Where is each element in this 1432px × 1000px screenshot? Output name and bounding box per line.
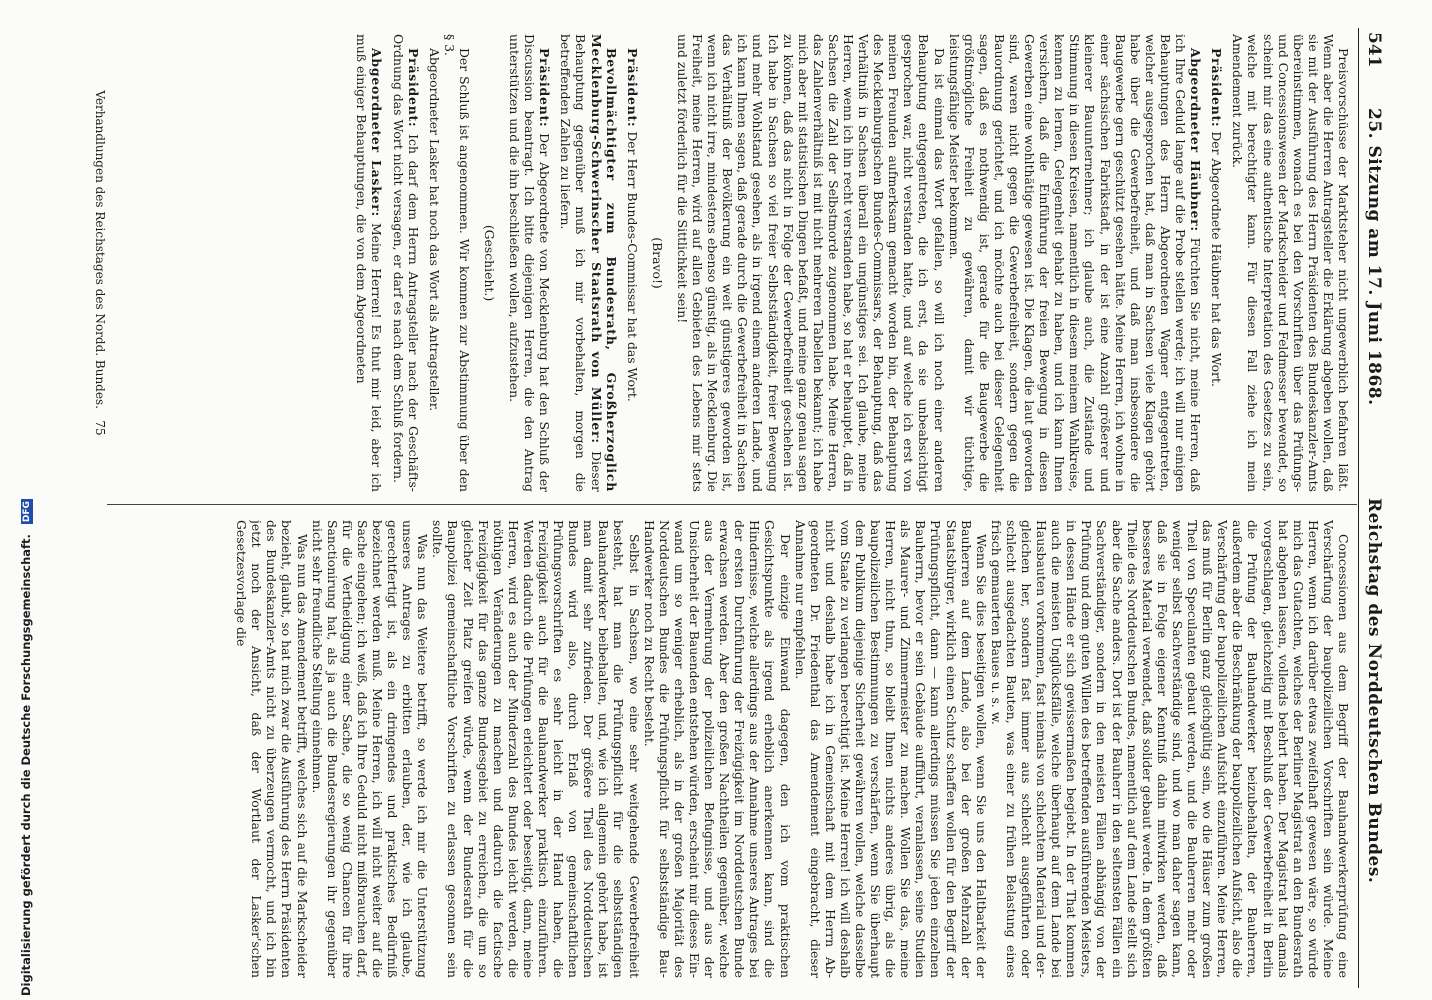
speaker-name: Präsident: [405,48,421,128]
speech-text: Der Abgeordnete von Mecklenburg hat den Schluß der Discussion beantragt. Ich bitte diejenigen Herren, die den Antrag unterstützen und die ihn beschließen wollen, aufzustehen. [507,34,553,492]
speech-paragraph [625,34,640,492]
speech-paragraph [390,34,420,492]
speech-paragraph [1209,34,1224,492]
speech-paragraph [558,34,618,492]
speaker-name: Abgeordneter Häubner: [1188,48,1204,232]
rotated-page-content [57,28,1387,988]
body-paragraph: Selbst in Sachsen, wo eine sehr weitgehende Gewerbefreiheit besteht, hat man die Prüfungspflicht für die selbstständigen Bauhandwerker beibehalten, und, wie ich allgemein gehört habe, ist man damit sehr zufrieden. Der größere Theil des Norddeutschen Bundes wird also, durch Erlaß von gemeinschaftlichen Prüfungsvorschriften es sehr leicht in der Hand haben, die Freizügigkeit auch für die Bauhandwerker praktisch einzuführen. Werden dadurch die Prüfungen erleichtert oder beseitigt, dann, meine Herren, wird es auch der Minderzahl des Bundes leicht werden, die nöthigen Veränderungen zu machen und dadurch die factische Freizügigkeit für das ganze Bundesgebiet zu erreichen, die um so gleicher Zeit Platz greifen würde, wenn der Bundesrath für die Baupolizei gemeinschaftliche Vorschriften zu erlassen gesonnen sein sollte. [430,520,642,978]
speaker-name: Bevollmächtigter zum Bundesrath, Großherzoglich Mecklenburg-Schwerinscher Staatsrath von Müller: [588,34,619,492]
speaker-name: Präsident: [624,48,640,128]
column-divider [107,504,1357,505]
session-date: 25. Sitzung am 17. Juni 1868. [1364,108,1384,406]
body-paragraph: Da ist einmal das Wort gefallen, so will ich noch einer anderen Behauptung entgegentreten, die ich erst, da sie unbeabsichtigt gesprochen war, nicht verstanden hatte, und auf welche ich erst von meinen Freunden aufmerksam gemacht worden bin, der Behauptung des Mecklenburgischen Bundes-Commissars, der Behauptung, daß das Verhältniß in Sachsen überall ein ungünstiges sei. Ich glaube, meine Herren, wenn ich ihn recht verstanden habe, so hat er behauptet, daß in Sachsen die Zahl der Selbstmorde zugenommen habe. Meine Herren, das Zahlenverhältniß ist mit nicht mehreren Tabellen bekannt; ich habe mich aber mit statistischen Dingen befaßt, und meine ganz genau sagen zu können, daß das nicht in Folge der Gewerbefreiheit geschehen ist. Ich habe in Sachsen so viel freier Selbstständigkeit, freier Bewegung und mehr Wohlstand gesehen, als in irgend einem anderen Lande, und ich kann Ihnen sagen, daß gerade durch die Gewerbefreiheit in Sachsen das Verhältniß der Bevölkerung ein weit günstigeres geworden ist, wenn ich nicht irre, mindestens ebenso günstig, als in Mecklenburg. Die Freiheit, meine Herren, wird auf allen Gebieten des Lebens mir stets und zuletzt förderlich für die Sittlichkeit sein! [674,34,947,492]
digitization-footer [19,6,33,996]
body-paragraph: Der einzige Einwand dagegen, den ich vom praktischen Gesichtspunkte als irgend erheblich anerkennen kann, sind die Hindernisse, welche allerdings aus der Annahme unseres Antrages bei der ersten Durchführung der Freizügigkeit im Norddeutschen Bunde erwachsen werden. Aber den großen Nachtheilen gegenüber, welche aus der Vermehrung der polizeilichen Befugnisse, und aus der Unsicherheit der Bauenden entstehen würden, erscheint mir dieses Einwand um so weniger erheblich, als in der großen Majorität des Norddeutschen Bundes die Prüfungspflicht für selbstständige Bau-Handwerker noch zu Recht besteht. [641,520,793,978]
speech-text: Der Abgeordnete Häubner hat das Wort. [1209,127,1225,387]
digitization-note: Digitalisierung gefördert durch die Deutsche Forschungsgemeinschaft. [19,534,33,996]
body-paragraph: Der Schluß ist angenommen. Wir kommen zur Abstimmung über den § 3. [441,34,472,492]
body-paragraph: Wenn Sie dies beseitigen wollen, wenn Sie uns den Haltbarkeit der Bauherren auf dem Lande, also bei der großen Mehrzahl der Staatsbürger, wirklich einen Schutz schaffen wollen für den Begriff der Prüfungspflicht, dann — kann allerdings müssen Sie jeden einzelnen Bauherrn, bevor er sein Gebäude aufführt, veranlassen, seine Studien als Maurer- und Zimmermeister zu machen. Wollen Sie das, meine Herren, nicht thun, so bleibt Ihnen nichts anderes übrig, als die baupolizeilichen Bestimmungen zu verschärfen, wenn Sie überhaupt dem Publikum diejenige Sicherheit gewähren wollen, welche dasselbe vom Staate zu verlangen berechtigt ist. Meine Herren! ich will deshalb nicht und deshalb habe ich in Gemeinschaft mit dem Herrn Abgeordneten Dr. Friedenthal das Amendement eingebracht, dieser Annahme nur empfehlen. [792,520,989,978]
stage-direction: (Bravo!) [649,237,665,289]
digitization-strip [0,0,33,1000]
page-number: 541 [1364,32,1384,68]
header-rule [1358,28,1359,988]
speech-paragraph [507,34,552,492]
dfg-logo: DFG [21,501,32,523]
speaker-name: Präsident: [1209,48,1225,128]
stage-direction: (Geschieht.) [482,224,498,302]
right-text-column [101,520,1351,978]
speech-paragraph [947,34,1204,492]
speech-text: Meine Herren! Es thut mir leid, aber ich muß einiger Behauptungen, die von dem Abgeordneten [354,34,385,492]
body-paragraph: Abgeordneter Lasker hat noch das Wort als Antragsteller. [426,48,442,412]
speech-text: Fürchten Sie nicht, meine Herren, daß ich Ihre Geduld lange auf die Probe stellen werde; ich will nur einigen Behauptungen des Herrn Abgeordneten Wagner entgegentreten, welcher ausgesprochen hat, daß man in Sachsen viele Klagen gehört habe über die Gewerbefreiheit, und daß man insbesondere die Baugewerbe gern geschützt gesehen hätte. Meine Herren, ich wohne in einer sächsischen Fabrikstadt, in der ist eine Anzahl größerer und kleinerer Bauunternehmer; ich glaube auch, die Zustände und Stimmung in diesen Kreisen, namentlich in diesem meinem Wahlkreise, kennen zu lernen, Gelegenheit gehabt zu haben, und ich kann Ihnen versichern, daß die Einführung der freien Bewegung in diesen Gewerben eine wohlthätige gewesen ist. Die Klagen, die laut geworden sind, waren nicht gegen die Gewerbefreiheit, sondern gegen die Bauordnung gerichtet, und ich möchte auch bei dieser Gelegenheit sagen, daß es nothwendig ist, gerade für die Baugewerbe die größtmögliche Freiheit zu gewähren, damit wir tüchtige, leistungsfähige Meister bekommen. [946,34,1204,492]
footnote-text: Verhandlungen des Reichstages des Nordd. Bundes. [93,90,107,409]
signature-mark: 75 [93,420,107,436]
body-paragraph: Was nun das Amendement betrifft, welches sich auf die Markscheider bezieht, glaubt, so hat mich zwar die Ausführung des Herrn Präsidenten des Bundeskanzler-Amts nicht zu überzeugen vermocht, und ich bin jetzt noch der Ansicht, daß der Wortlaut der Lasker'schen Gesetzesvorlage die [234,520,310,978]
left-text-column [101,34,1351,492]
speech-paragraph [354,34,384,492]
body-paragraph: Concessionen aus dem Begriff der Bauhandwerkerprüfung eine Verschärfung der baupolizeilichen Vorschriften sein würde. Meine Herren, wenn ich darüber etwas zweifelhaft gewesen wäre, so würde mich das Gutachten, welches der Berliner Magistrat an den Bundesrath hat abgehen lassen, vollends belehrt haben. Der Magistrat hat damals vorgeschlagen, gleichzeitig mit Beschluß der Gewerbefreiheit in Berlin die Prüfung der Bauhandwerker beizubehalten, der Bauherren, außerdem aber die Beschränkung der baupolizeilichen Aufsicht, also die Verschärfung der baupolizeilichen Aufsicht einzuführen. Meine Herren, das muß für Berlin ganz gleichgültig sein, wo die Häuser zum großen Theil von Speculanten gebaut werden, und die Bauherren mehr oder weniger selbst Sachverständige sind, und wo man daher sagen kann, daß sie in Folge eigener Kenntniß dahin mitwirken werden, daß besseres Material verwendet, daß solider gebaut werde. In dem größten Theile des Norddeutschen Bundes, namentlich auf dem Lande stellt sich aber die Sache anders. Dort ist der Bauherr in den seltensten Fällen ein Sachverständiger, sondern in den meisten Fällen abhängig von der Prüfung und dem guten Willen des betreffenden ausführenden Meisters, in dessen Hände er sich gewissermaßen begiebt. In der That kommen auch die meisten Unglücksfälle, welche überhaupt auf dem Lande bei Hausbauten vorkommen, fast niemals von schlechtem Material und dergleichen her, sondern fast immer aus schlecht ausgeführten oder schlecht ausgedachten Bauten, was einer zu frühen Belastung eines frisch gemauerten Baues u. s. w. [988,520,1351,978]
speaker-name: Präsident: [537,48,553,128]
speech-text: Ich darf dem Herrn Antragsteller nach der Geschäfts-Ordnung das Wort nicht versagen, er darf es nach dem Schluß fordern. [390,34,421,492]
running-header [1361,28,1387,988]
speech-text: Dieser Behauptung gegenüber muß ich mir vorbehalten, morgen die betreffenden Zahlen zu liefern. [558,34,604,492]
speaker-name: Abgeordneter Lasker: [369,48,385,217]
body-paragraph: Preisvorschüsse der Marktsteher nicht ungewerblich befahren läßt. Wenn aber die Herren Antragsteller die Erklärung abgeben wollen, daß sie mit der Ausführung des Herrn Präsidenten des Bundeskanzler-Amts übereinstimmen, wonach es bei den Vorschriften über das Prüfungs- und Concessionswesen der Markscheider und Feldmesser bewendet, so scheint mir das eine authentische Interpretation des Gesetzes zu sein, welche mit berechtigter kann. Für diesen Fall ziehe ich mein Amendement zurück. [1230,34,1351,492]
publication-title: Reichstag des Norddeutschen Bundes. [1364,498,1384,884]
page-footnote [93,28,107,498]
body-paragraph: Was nun das Weitere betrifft, so werde ich mir die Unterstützung unseres Antrages zu erbitten erlauben, der, wie ich glaube, gerechtfertigt ist, als ein dringendes und praktisches Bedürfniß bezeichnet werden muß. Meine Herren, ich will nicht weiter auf die Sache eingehen; ich weiß, daß ich Ihre Geduld nicht mißbrauchen darf, für die Vertheidigung einer Sache, die so wenig Chancen für ihre Sanctionirung hat, als ja auch die Bundesregierungen ihr gegenüber nicht sehr freundliche Stellung einnehmen. [309,520,431,978]
speech-text: Der Herr Bundes-Commissar hat das Wort. [624,127,640,402]
